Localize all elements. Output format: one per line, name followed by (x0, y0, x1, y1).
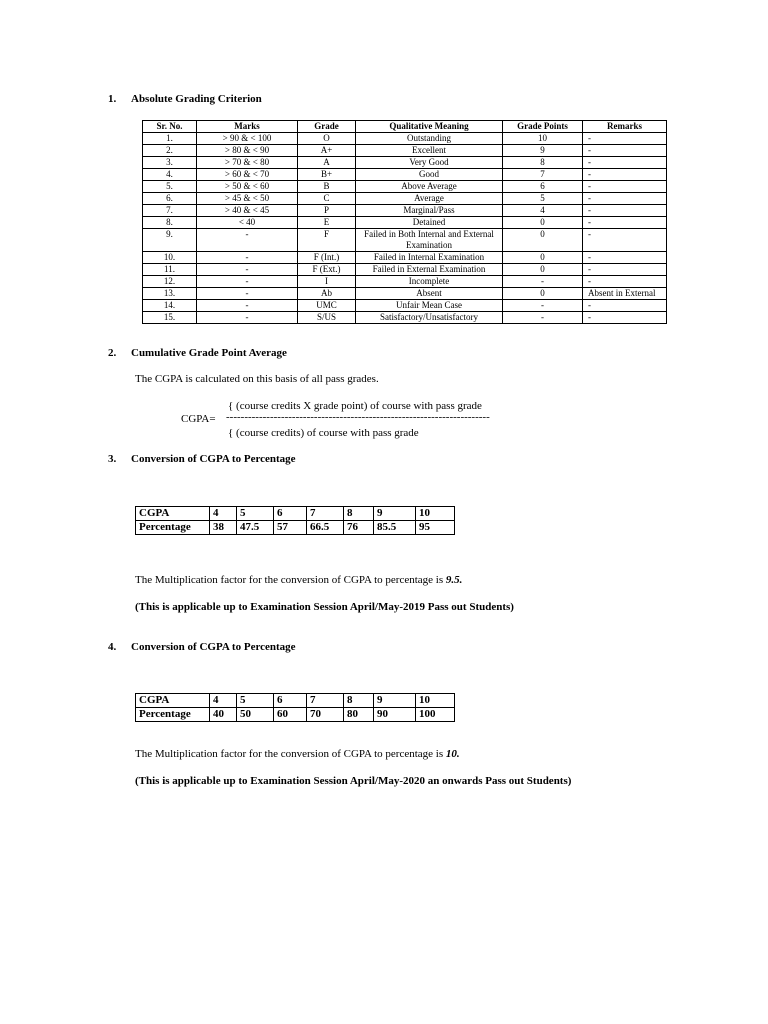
grading-column-header: Marks (197, 121, 298, 133)
table-cell: 100 (416, 708, 455, 722)
table-cell: Incomplete (356, 276, 503, 288)
applicability-note-2: (This is applicable up to Examination Session April/May-2020 an onwards Pass out Students) (135, 775, 572, 787)
table-cell: F (298, 229, 356, 252)
table-cell: - (583, 193, 667, 205)
table-cell: 8 (503, 157, 583, 169)
cgpa-table-2 (135, 693, 455, 722)
section-4-number: 4. (108, 641, 117, 653)
formula-denominator: { (course credits) of course with pass grade (228, 427, 419, 439)
table-cell: - (583, 300, 667, 312)
table-row (143, 229, 667, 252)
table-cell: F (Int.) (298, 252, 356, 264)
table-cell: Failed in Both Internal and External Examination (356, 229, 503, 252)
table-cell: UMC (298, 300, 356, 312)
section-4-title: Conversion of CGPA to Percentage (131, 641, 296, 653)
table-cell: 10 (503, 133, 583, 145)
table-cell: 40 (210, 708, 237, 722)
section-3-heading (108, 453, 296, 465)
table-row (143, 288, 667, 300)
table-row (143, 300, 667, 312)
table-cell: - (197, 276, 298, 288)
table-row (136, 694, 455, 708)
table-cell: 80 (344, 708, 374, 722)
grading-body (143, 133, 667, 324)
table-cell: A (298, 157, 356, 169)
table-cell: Detained (356, 217, 503, 229)
table-row (136, 507, 455, 521)
table-cell: Failed in External Examination (356, 264, 503, 276)
table-cell: - (197, 288, 298, 300)
table-cell: 11. (143, 264, 197, 276)
section-1-title: Absolute Grading Criterion (131, 93, 262, 105)
table-cell: > 80 & < 90 (197, 145, 298, 157)
table-row (143, 312, 667, 324)
table-cell: 3. (143, 157, 197, 169)
table-cell: > 70 & < 80 (197, 157, 298, 169)
factor-text-2 (135, 748, 460, 760)
table-cell: 8 (344, 507, 374, 521)
table-row (143, 252, 667, 264)
table-cell: 57 (274, 521, 307, 535)
table-cell: 1. (143, 133, 197, 145)
table-cell: 4 (210, 507, 237, 521)
cgpa-table-1 (135, 506, 455, 535)
table-cell: - (503, 300, 583, 312)
table-cell: - (583, 252, 667, 264)
table-cell: > 60 & < 70 (197, 169, 298, 181)
row-label: CGPA (136, 507, 210, 521)
table-cell: 14. (143, 300, 197, 312)
table-row (136, 521, 455, 535)
table-cell: - (197, 312, 298, 324)
table-cell: Marginal/Pass (356, 205, 503, 217)
section-4-heading (108, 641, 296, 653)
factor-label-2: The Multiplication factor for the conversion of CGPA to percentage is (135, 748, 446, 760)
table-cell: 0 (503, 217, 583, 229)
grading-header-row (143, 121, 667, 133)
cgpa-intro-text: The CGPA is calculated on this basis of all pass grades. (135, 373, 379, 385)
table-cell: - (583, 205, 667, 217)
table-row (143, 169, 667, 181)
grading-column-header: Sr. No. (143, 121, 197, 133)
table-cell: - (583, 229, 667, 252)
factor-label-1: The Multiplication factor for the conversion of CGPA to percentage is (135, 574, 446, 586)
table-cell: 70 (307, 708, 344, 722)
table-row (143, 217, 667, 229)
table-cell: 7. (143, 205, 197, 217)
grading-column-header: Grade (298, 121, 356, 133)
table-cell: - (197, 300, 298, 312)
section-2-heading (108, 347, 287, 359)
table-cell: 47.5 (237, 521, 274, 535)
grading-column-header: Remarks (583, 121, 667, 133)
table-cell: I (298, 276, 356, 288)
table-row (143, 157, 667, 169)
table-cell: 5 (503, 193, 583, 205)
row-label: Percentage (136, 521, 210, 535)
table-cell: 7 (307, 694, 344, 708)
table-cell: 5 (237, 507, 274, 521)
table-cell: - (583, 276, 667, 288)
table-row (143, 181, 667, 193)
table-cell: - (583, 312, 667, 324)
row-label: Percentage (136, 708, 210, 722)
formula-lhs: CGPA= (181, 413, 216, 425)
table-cell: 5. (143, 181, 197, 193)
table-cell: 4. (143, 169, 197, 181)
table-cell: 10. (143, 252, 197, 264)
table-cell: 4 (210, 694, 237, 708)
table-cell: - (197, 229, 298, 252)
table-row (143, 276, 667, 288)
table-cell: Ab (298, 288, 356, 300)
table-cell: 95 (416, 521, 455, 535)
table-cell: - (583, 145, 667, 157)
table-cell: 6 (274, 694, 307, 708)
table-cell: 76 (344, 521, 374, 535)
table-cell: Satisfactory/Unsatisfactory (356, 312, 503, 324)
table-cell: A+ (298, 145, 356, 157)
table-cell: 90 (374, 708, 416, 722)
table-cell: Above Average (356, 181, 503, 193)
table-cell: - (583, 181, 667, 193)
section-1-number: 1. (108, 93, 117, 105)
section-2-number: 2. (108, 347, 117, 359)
table-cell: Absent (356, 288, 503, 300)
table-row (143, 133, 667, 145)
table-cell: 8 (344, 694, 374, 708)
table-row (136, 708, 455, 722)
table-cell: - (503, 276, 583, 288)
grading-column-header: Grade Points (503, 121, 583, 133)
table-cell: - (583, 217, 667, 229)
section-1-heading (108, 93, 262, 105)
table-cell: 8. (143, 217, 197, 229)
table-cell: 9. (143, 229, 197, 252)
table-cell: Good (356, 169, 503, 181)
table-cell: B (298, 181, 356, 193)
table-cell: - (197, 252, 298, 264)
table-cell: 60 (274, 708, 307, 722)
factor-value-2: 10. (445, 748, 460, 760)
formula-divider: ------------------------------------------------------------------------ (226, 411, 490, 423)
table-cell: 0 (503, 264, 583, 276)
table-cell: E (298, 217, 356, 229)
table-cell: 9 (503, 145, 583, 157)
table-row (143, 145, 667, 157)
table-cell: 38 (210, 521, 237, 535)
table-cell: Failed in Internal Examination (356, 252, 503, 264)
table-cell: > 90 & < 100 (197, 133, 298, 145)
grading-column-header: Qualitative Meaning (356, 121, 503, 133)
table-cell: 9 (374, 694, 416, 708)
table-cell: - (583, 157, 667, 169)
factor-value-1: 9.5. (445, 574, 463, 586)
table-cell: Absent in External (583, 288, 667, 300)
table-cell: > 50 & < 60 (197, 181, 298, 193)
table-cell: 7 (503, 169, 583, 181)
table-cell: O (298, 133, 356, 145)
table-cell: 66.5 (307, 521, 344, 535)
table-cell: 0 (503, 252, 583, 264)
table-cell: - (583, 169, 667, 181)
table-cell: Outstanding (356, 133, 503, 145)
table-row (143, 264, 667, 276)
table-cell: Very Good (356, 157, 503, 169)
section-3-number: 3. (108, 453, 117, 465)
table-cell: C (298, 193, 356, 205)
table-cell: Average (356, 193, 503, 205)
table-cell: 7 (307, 507, 344, 521)
table-cell: - (197, 264, 298, 276)
table-row (143, 193, 667, 205)
table-cell: 6 (274, 507, 307, 521)
table-cell: 10 (416, 507, 455, 521)
table-cell: Excellent (356, 145, 503, 157)
table-cell: 9 (374, 507, 416, 521)
table-cell: 10 (416, 694, 455, 708)
row-label: CGPA (136, 694, 210, 708)
table-cell: > 40 & < 45 (197, 205, 298, 217)
applicability-note-1: (This is applicable up to Examination Session April/May-2019 Pass out Students) (135, 601, 514, 613)
table-cell: B+ (298, 169, 356, 181)
table-cell: > 45 & < 50 (197, 193, 298, 205)
table-cell: S/US (298, 312, 356, 324)
table-cell: 50 (237, 708, 274, 722)
grading-table (142, 120, 667, 324)
table-cell: < 40 (197, 217, 298, 229)
table-cell: 13. (143, 288, 197, 300)
table-cell: - (583, 133, 667, 145)
table-cell: F (Ext.) (298, 264, 356, 276)
section-3-title: Conversion of CGPA to Percentage (131, 453, 296, 465)
table-cell: 0 (503, 229, 583, 252)
section-2-title: Cumulative Grade Point Average (131, 347, 287, 359)
formula-numerator: { (course credits X grade point) of course with pass grade (228, 400, 482, 412)
table-cell: 12. (143, 276, 197, 288)
table-cell: 6 (503, 181, 583, 193)
table-cell: - (503, 312, 583, 324)
table-cell: P (298, 205, 356, 217)
table-row (143, 205, 667, 217)
table-cell: 15. (143, 312, 197, 324)
table-cell: Unfair Mean Case (356, 300, 503, 312)
table-cell: 0 (503, 288, 583, 300)
table-cell: 6. (143, 193, 197, 205)
table-cell: - (583, 264, 667, 276)
table-cell: 2. (143, 145, 197, 157)
factor-text-1 (135, 574, 462, 586)
table-cell: 85.5 (374, 521, 416, 535)
table-cell: 5 (237, 694, 274, 708)
table-cell: 4 (503, 205, 583, 217)
